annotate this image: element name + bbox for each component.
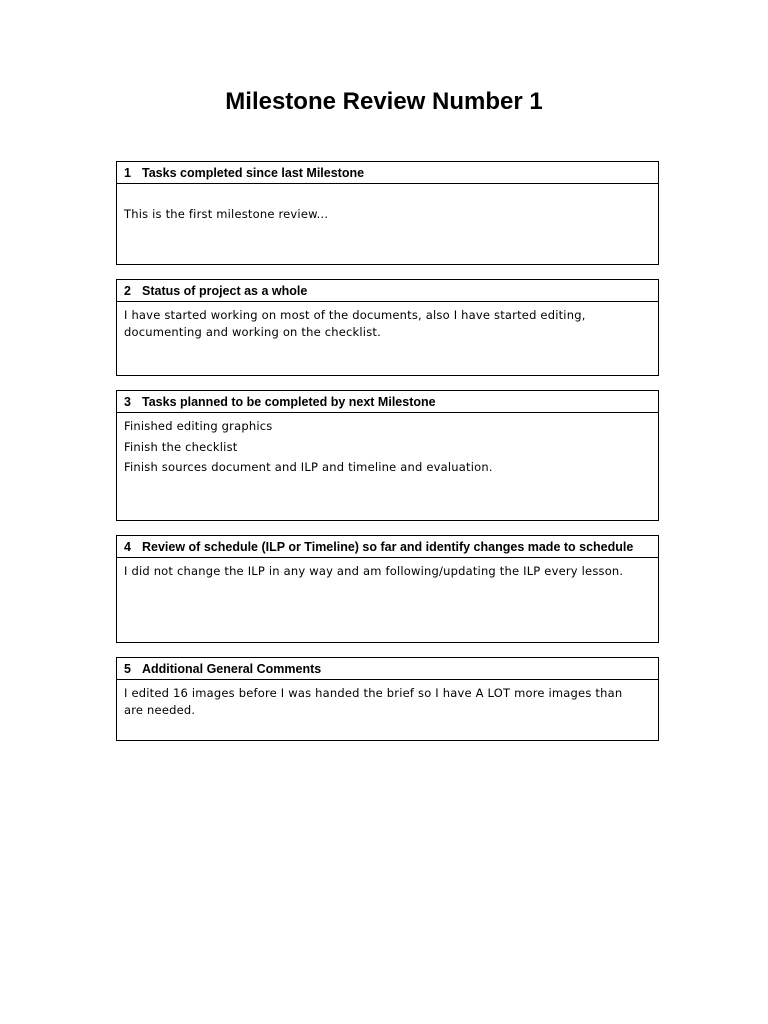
section-tasks-planned <box>116 390 659 521</box>
section-schedule-review <box>116 535 659 643</box>
section-body <box>117 558 658 580</box>
section-body <box>117 184 658 223</box>
section-number: 3 <box>124 394 131 409</box>
section-heading: Additional General Comments <box>142 661 322 676</box>
body-text-line: documenting and working on the checklist. <box>124 325 381 339</box>
body-text-line: This is the first milestone review... <box>124 207 329 221</box>
section-body <box>117 413 658 476</box>
section-header <box>117 280 658 302</box>
body-text-line: I have started working on most of the documents, also I have started editing, <box>124 308 586 322</box>
section-header <box>117 536 658 558</box>
section-number: 1 <box>124 165 131 180</box>
page-title: Milestone Review Number 1 <box>225 88 543 115</box>
section-additional-comments <box>116 657 659 741</box>
body-text-line: I edited 16 images before I was handed the brief so I have A LOT more images than <box>124 686 623 700</box>
section-header <box>117 162 658 184</box>
section-body <box>117 680 658 719</box>
section-heading: Review of schedule (ILP or Timeline) so far and identify changes made to schedule <box>142 539 634 554</box>
section-number: 2 <box>124 283 131 298</box>
body-text-line: are needed. <box>124 703 196 717</box>
section-header <box>117 391 658 413</box>
body-text-line: I did not change the ILP in any way and am following/updating the ILP every lesson. <box>124 564 624 578</box>
section-heading: Tasks planned to be completed by next Milestone <box>142 394 436 409</box>
body-text-line: Finish the checklist <box>124 439 238 454</box>
section-number: 4 <box>124 539 131 554</box>
section-heading: Status of project as a whole <box>142 283 308 298</box>
section-body <box>117 302 658 341</box>
section-heading: Tasks completed since last Milestone <box>142 165 365 180</box>
section-tasks-completed <box>116 161 659 265</box>
section-number: 5 <box>124 661 131 676</box>
section-header <box>117 658 658 680</box>
section-project-status <box>116 279 659 376</box>
body-text-line: Finish sources document and ILP and timeline and evaluation. <box>124 460 493 474</box>
body-text-line: Finished editing graphics <box>124 419 273 433</box>
